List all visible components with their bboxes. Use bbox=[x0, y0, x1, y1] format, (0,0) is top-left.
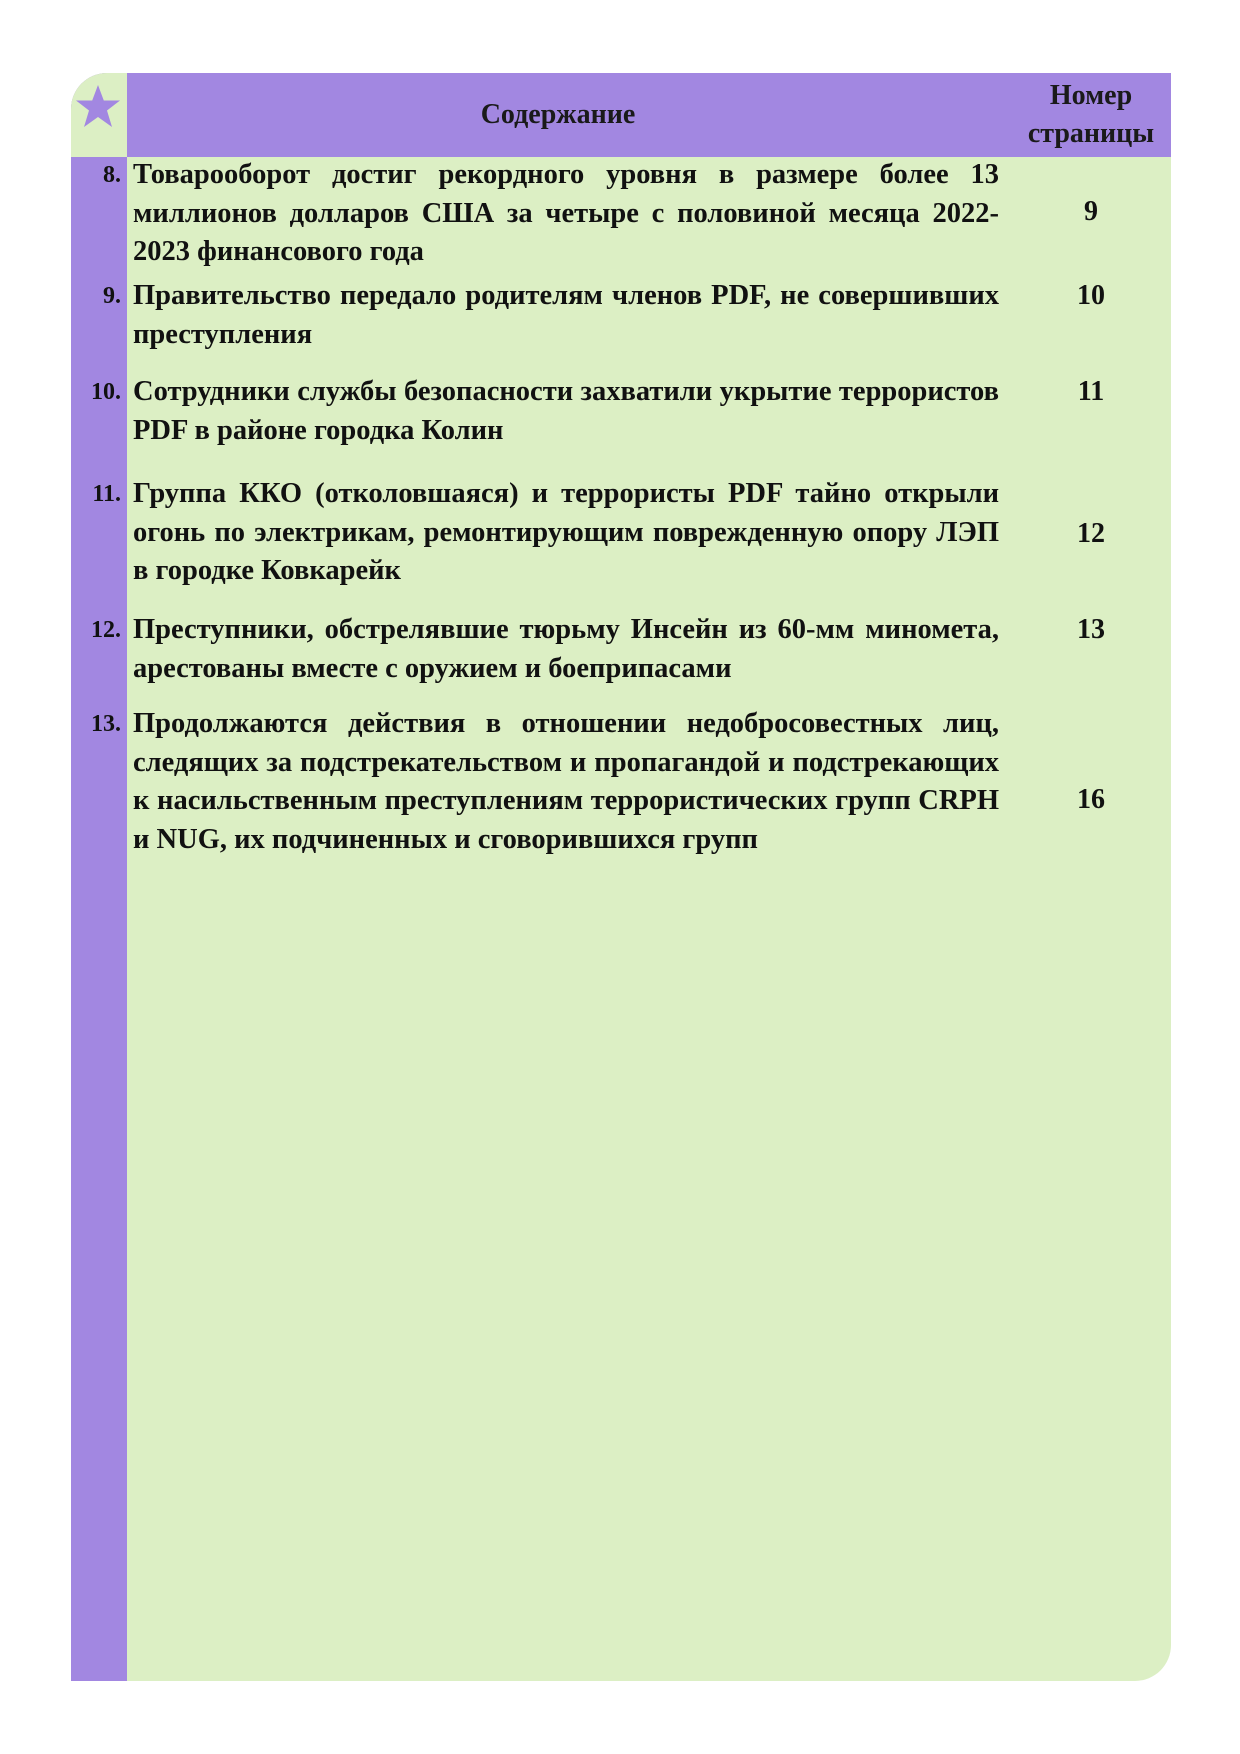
contents-heading: Содержание bbox=[480, 99, 636, 130]
toc-item-page[interactable]: 10 bbox=[1077, 280, 1105, 311]
star-icon bbox=[74, 83, 122, 131]
toc-item-number: 12. bbox=[91, 617, 121, 643]
toc-item-number: 8. bbox=[103, 162, 121, 188]
toc-panel bbox=[71, 73, 1171, 1681]
toc-item-page[interactable]: 11 bbox=[1077, 376, 1105, 407]
toc-item-number: 13. bbox=[91, 711, 121, 737]
toc-item-title[interactable]: Преступники, обстрелявшие тюрьму Инсейн из 60-мм миномета, арестованы вместе с оружием и боеприпасами bbox=[133, 614, 999, 684]
toc-item-title[interactable]: Продолжаются действия в отношении недобросовестных лиц, следящих за подстрекательством и пропагандой и подстрекающих к насильственным преступлениям террористических групп CRPH и NUG, их подчиненных и сговорившихся групп bbox=[133, 708, 999, 855]
toc-item-title[interactable]: Сотрудники службы безопасности захватили укрытие террористов PDF в районе городка Колин bbox=[133, 376, 999, 446]
corner-cell bbox=[71, 73, 127, 157]
toc-item-page[interactable]: 12 bbox=[1077, 518, 1105, 549]
toc-item-number: 10. bbox=[91, 379, 121, 405]
toc-item-title[interactable]: Группа ККО (отколовшаяся) и террористы PDF тайно открыли огонь по электрикам, ремонтирующим поврежденную опору ЛЭП в городке Ковкарейк bbox=[133, 478, 999, 586]
page-number-heading-line2: страницы bbox=[1027, 118, 1155, 149]
page-number-heading-line1: Номер bbox=[1049, 80, 1133, 111]
toc-item-page[interactable]: 9 bbox=[1084, 196, 1098, 227]
toc-item-page[interactable]: 13 bbox=[1077, 614, 1105, 645]
page-number-heading bbox=[1011, 77, 1171, 153]
toc-item-number: 11. bbox=[92, 481, 121, 507]
toc-item-page[interactable]: 16 bbox=[1077, 784, 1105, 815]
toc-item-title[interactable]: Товарооборот достиг рекордного уровня в размере более 13 миллионов долларов США за четыре с половиной месяца 2022-2023 финансового года bbox=[133, 159, 999, 267]
toc-item-title[interactable]: Правительство передало родителям членов PDF, не совершивших преступления bbox=[133, 280, 999, 350]
toc-item-number: 9. bbox=[103, 283, 121, 309]
